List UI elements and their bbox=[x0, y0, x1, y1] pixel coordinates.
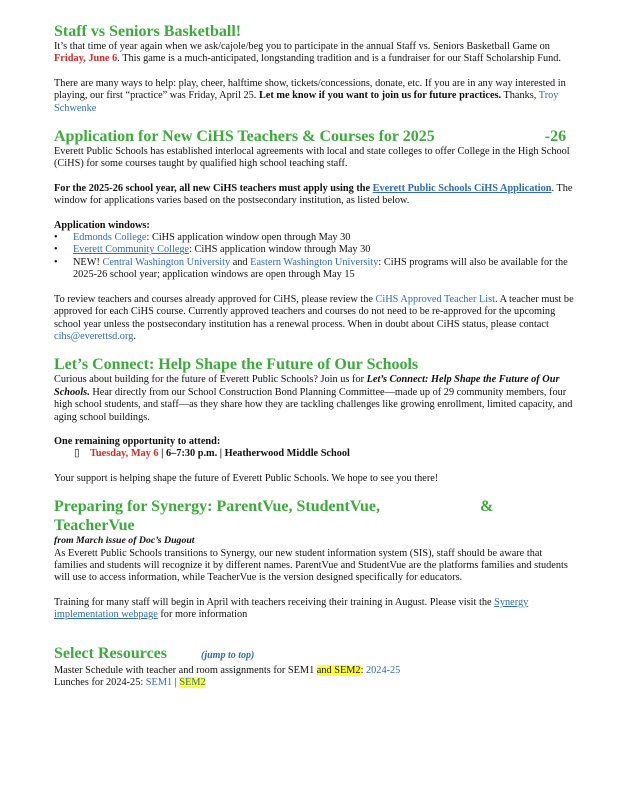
lunch-sem2-link[interactable]: SEM2 bbox=[179, 677, 206, 688]
synergy-source: from March issue of Doc’s Dugout bbox=[54, 535, 195, 547]
master-schedule-line: Master Schedule with teacher and room assignments for SEM1 and SEM2: 2024-25 bbox=[54, 664, 401, 676]
list-item: • Everett Community College: CiHS application window through May 30 bbox=[54, 244, 574, 256]
synergy-heading: Preparing for Synergy: ParentVue, StudentVue, & TeacherVue bbox=[54, 498, 494, 535]
connect-paragraph-2: Your support is helping shape the future of Everett Public Schools. We hope to see you there! bbox=[54, 472, 439, 484]
event-date: Tuesday, May 6 bbox=[90, 448, 159, 460]
event-row: ▯ Tuesday, May 6 | 6–7:30 p.m. | Heatherwood Middle School bbox=[74, 448, 350, 460]
basketball-heading: Staff vs Seniors Basketball! bbox=[54, 23, 242, 40]
approved-teacher-list-link[interactable]: CiHS Approved Teacher List bbox=[375, 293, 496, 305]
jump-to-top-link[interactable]: (jump to top) bbox=[201, 649, 255, 661]
connect-section bbox=[54, 355, 574, 485]
cihs-heading: Application for New CiHS Teachers & Courses for 2025 -26 bbox=[54, 128, 567, 146]
bullet-icon: ▯ bbox=[74, 448, 80, 460]
basketball-paragraph-2: There are many ways to help: play, cheer, halftime show, tickets/concessions, donate, etc. If you are in any way interested in playing, our first “practice” was Friday, April 25. Let me know if you want to join us for future practices. Thanks, Troy Schwenke bbox=[54, 77, 566, 114]
list-item: • Edmonds College: CiHS application window open through May 30 bbox=[54, 232, 574, 244]
basketball-section bbox=[54, 22, 574, 115]
cihs-section bbox=[54, 127, 574, 343]
master-schedule-link[interactable]: 2024-25 bbox=[366, 664, 401, 676]
cwu-link[interactable]: Central Washington University bbox=[102, 256, 231, 268]
lunch-sem1-link[interactable]: SEM1 bbox=[145, 677, 173, 688]
connect-heading: Let’s Connect: Help Shape the Future of Our Schools bbox=[54, 356, 419, 374]
ewu-link[interactable]: Eastern Washington University bbox=[250, 256, 379, 268]
list-item: • NEW! Central Washington University and Eastern Washington University: CiHS programs will also be available for the 2025-26 school year; application windows are open through May 15 bbox=[54, 257, 574, 282]
synergy-paragraph-1: As Everett Public Schools transitions to Synergy, our new student information system (SIS), staff should be aware that families and students will recognize it by different names. ParentVue and StudentVue are the platforms families and students will use to access information, while TeacherVue is the version designed specifically for educators. bbox=[54, 547, 568, 584]
cihs-paragraph-2: For the 2025-26 school year, all new CiHS teachers must apply using the Everett Public Schools CiHS Application. The window for applications varies based on the postsecondary institution, as listed below. bbox=[54, 182, 573, 207]
game-date: Friday, June 6 bbox=[54, 53, 118, 65]
edmonds-college-link[interactable]: Edmonds College bbox=[73, 232, 147, 244]
cihs-application-link[interactable]: Everett Public Schools CiHS Application bbox=[372, 182, 552, 194]
one-remaining-label: One remaining opportunity to attend: bbox=[54, 435, 221, 447]
basketball-paragraph-1: It’s that time of year again when we ask/cajole/beg you to participate in the annual Staff vs. Seniors Basketball Game on Friday, June 6. This game is a much-anticipated, longstanding tradition and is a fundraiser for our Staff Scholarship Fund. bbox=[54, 41, 561, 65]
resources-section bbox=[54, 644, 574, 690]
cihs-email-link[interactable]: cihs@everettsd.org bbox=[54, 330, 134, 342]
lunches-line: Lunches for 2024-25: SEM1 | SEM2 bbox=[54, 677, 206, 688]
synergy-webpage-link[interactable]: Synergy implementation webpage bbox=[54, 596, 529, 621]
newsletter-page bbox=[54, 22, 574, 689]
synergy-paragraph-2: Training for many staff will begin in April with teachers receiving their training in August. Please visit the Synergy implementation webpage for more information bbox=[54, 596, 529, 621]
contact-link-troy[interactable]: Troy Schwenke bbox=[54, 90, 559, 114]
cihs-paragraph-3: To review teachers and courses already approved for CiHS, please review the CiHS Approved Teacher List. A teacher must be approved for each CiHS course. Currently approved teachers and courses do not need to be re-approved for the upcoming school year unless the postsecondary institution has a renewal process. When in doubt about CiHS status, please contact cihs@everettsd.org. bbox=[54, 293, 574, 342]
connect-paragraph-1: Curious about building for the future of Everett Public Schools? Join us for Let’s Connect: Help Shape the Future of Our Schools. Hear directly from our School Construction Bond Planning Committee—made up of 29 community members, four high school students, and staff—as they share how they are tackling challenges like growing enrollment, limited capacity, and aging school buildings. bbox=[54, 374, 573, 423]
synergy-section bbox=[54, 497, 574, 621]
application-windows-list bbox=[54, 232, 574, 282]
application-windows-title: Application windows: bbox=[54, 219, 150, 231]
resources-heading: Select Resources (jump to top) bbox=[54, 644, 255, 662]
cihs-paragraph-1: Everett Public Schools has established interlocal agreements with local and state colleges to offer College in the High School (CiHS) for some courses taught by qualified high school teaching staff. bbox=[54, 146, 570, 170]
everett-cc-link[interactable]: Everett Community College bbox=[73, 244, 190, 256]
